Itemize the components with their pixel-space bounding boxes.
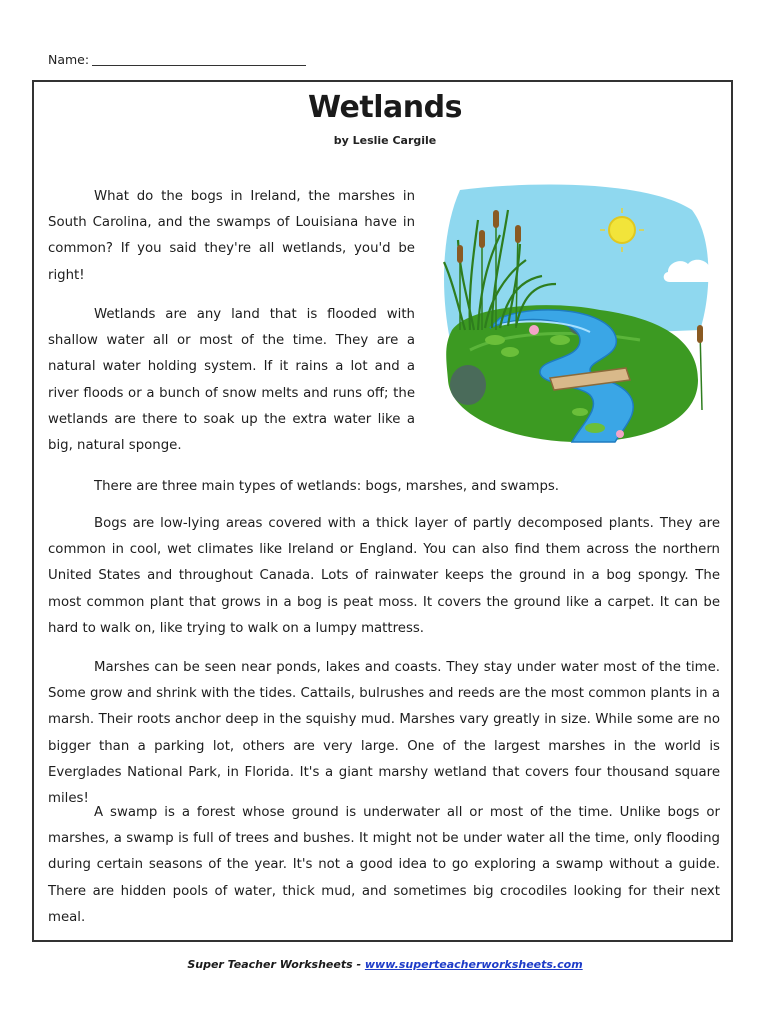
name-label: Name: bbox=[48, 52, 90, 67]
footer-link[interactable]: www.superteacherworksheets.com bbox=[364, 958, 583, 971]
name-blank[interactable] bbox=[92, 53, 306, 66]
article-title: Wetlands bbox=[308, 90, 462, 125]
lotus-flower-icon bbox=[529, 325, 539, 335]
paragraph-4: Bogs are low-lying areas covered with a thick layer of partly decomposed plants. They are common in cool, wet climates like Ireland or England. You can also find them across the northern United States and throughout Canada. Lots of rainwater keeps the ground in a bog spongy. The most common plant that grows in a bog is peat moss. It covers the ground like a carpet. It can be hard to walk on, like trying to walk on a lumpy mattress. bbox=[48, 516, 720, 636]
name-line bbox=[48, 52, 306, 67]
lily-pad bbox=[585, 423, 605, 433]
cattail-head bbox=[697, 325, 703, 343]
rock-left bbox=[450, 365, 486, 405]
paragraph-6: A swamp is a forest whose ground is underwater all or most of the time. Unlike bogs or marshes, a swamp is full of trees and bushes. It might not be under water all the time, only flooding during certain seasons of the year. It's not a good idea to go exploring a swamp without a guide. There are hidden pools of water, thick mud, and sometimes big crocodiles looking for their next meal. bbox=[48, 805, 720, 925]
cattail-head bbox=[457, 245, 463, 263]
paragraph-2: Wetlands are any land that is flooded with shallow water all or most of the time. They are a natural water holding system. If it rains a lot and a river floods or a bunch of snow melts and runs off; the wetlands are there to soak up the extra water like a big, natural sponge. bbox=[48, 307, 415, 454]
cattail-head bbox=[493, 210, 499, 228]
lily-pad bbox=[572, 408, 588, 416]
lily-pad bbox=[550, 335, 570, 345]
lotus-flower-icon bbox=[616, 430, 624, 438]
paragraph-1: What do the bogs in Ireland, the marshes in South Carolina, and the swamps of Louisiana have in common? If you said they're all wetlands, you'd be right! bbox=[48, 189, 415, 283]
footer bbox=[0, 958, 770, 971]
lily-pad bbox=[485, 335, 505, 345]
paragraph-5: Marshes can be seen near ponds, lakes and coasts. They stay under water most of the time. Some grow and shrink with the tides. Cattails, bulrushes and reeds are the most common plants in a marsh. Their roots anchor deep in the squishy mud. Marshes vary greatly in size. While some are no bigger than a parking lot, others are very large. One of the largest marshes in the world is Everglades National Park, in Florida. It's a giant marshy wetland that covers four thousand square miles! bbox=[48, 660, 720, 807]
article-byline: by Leslie Cargile bbox=[333, 134, 437, 147]
lily-pad bbox=[501, 347, 519, 357]
wetland-pond-illustration bbox=[430, 180, 730, 460]
cattail-head bbox=[479, 230, 485, 248]
footer-brand: Super Teacher Worksheets - bbox=[187, 958, 365, 971]
paragraph-3: There are three main types of wetlands: bogs, marshes, and swamps. bbox=[94, 479, 560, 494]
cattail-head bbox=[515, 225, 521, 243]
